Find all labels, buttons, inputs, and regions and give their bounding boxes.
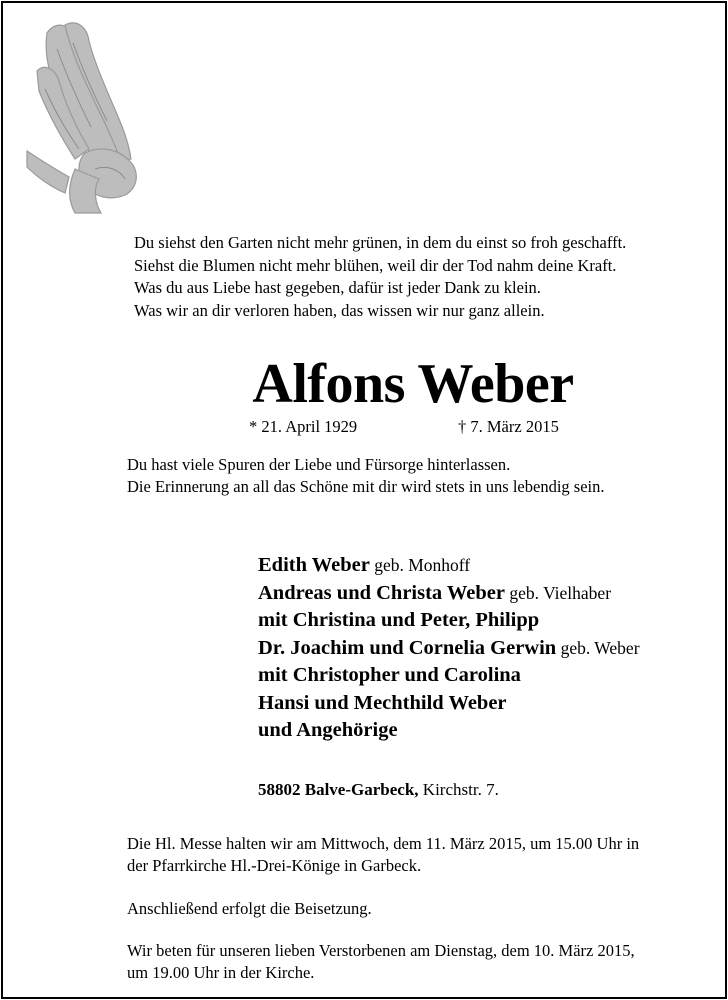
mourner-name: und Angehörige — [258, 719, 398, 741]
mourner-entry — [258, 662, 640, 690]
mourner-entry — [258, 580, 640, 608]
notice-line: Wir beten für unseren lieben Verstorbenen am Dienstag, dem 10. März 2015, — [127, 941, 635, 960]
mourner-name: mit Christina und Peter, Philipp — [258, 609, 540, 631]
mourner-entry — [258, 690, 640, 718]
mourner-name: Andreas und Christa Weber — [258, 581, 505, 604]
epitaph — [127, 454, 717, 498]
poem-line: Du siehst den Garten nicht mehr grünen, in dem du einst so froh geschafft. — [134, 233, 627, 252]
mourner-entry — [258, 607, 640, 635]
epitaph-line: Die Erinnerung an all das Schöne mit dir wird stets in uns lebendig sein. — [127, 477, 605, 496]
notice-line: der Pfarrkirche Hl.-Drei-Könige in Garbeck. — [127, 856, 422, 875]
poem-line: Siehst die Blumen nicht mehr blühen, weil dir der Tod nahm deine Kraft. — [134, 255, 617, 275]
mourner-name: Edith Weber — [258, 554, 370, 576]
mourner-name: Hansi und Mechthild Weber — [258, 691, 507, 714]
mourner-name: Dr. Joachim und Cornelia Gerwin — [258, 636, 557, 659]
death-date: † 7. März 2015 — [458, 417, 559, 436]
poem-line: Was du aus Liebe hast gegeben, dafür ist jeder Dank zu klein. — [134, 278, 541, 297]
poem-line: Was wir an dir verloren haben, das wissen wir nur ganz allein. — [134, 300, 545, 320]
mourner-maiden-name: geb. Monhoff — [369, 555, 471, 575]
family-address — [258, 779, 499, 801]
obituary-frame — [1, 1, 727, 999]
mourner-entry — [258, 635, 640, 663]
notice-line: Anschließend erfolgt die Beisetzung. — [127, 899, 372, 918]
praying-hands-icon — [25, 19, 143, 215]
mourner-entry — [258, 552, 640, 580]
notice-line: um 19.00 Uhr in der Kirche. — [127, 963, 315, 982]
burial-notice — [127, 898, 719, 920]
address-street: Kirchstr. 7. — [418, 780, 499, 799]
mass-notice — [127, 833, 719, 877]
notice-line: Die Hl. Messe halten wir am Mittwoch, dem 11. März 2015, um 15.00 Uhr in — [127, 834, 640, 853]
mourners-list — [258, 552, 640, 745]
mourner-maiden-name: geb. Vielhaber — [505, 582, 612, 603]
epitaph-line: Du hast viele Spuren der Liebe und Fürsorge hinterlassen. — [127, 455, 511, 474]
mourner-maiden-name: geb. Weber — [556, 637, 640, 658]
birth-date: * 21. April 1929 — [249, 417, 358, 436]
prayer-notice — [127, 940, 719, 984]
address-place: 58802 Balve-Garbeck, — [258, 780, 419, 799]
poem — [134, 232, 719, 322]
deceased-name: Alfons Weber — [252, 353, 574, 415]
mourner-entry — [258, 717, 640, 745]
mourner-name: mit Christopher und Carolina — [258, 664, 521, 686]
